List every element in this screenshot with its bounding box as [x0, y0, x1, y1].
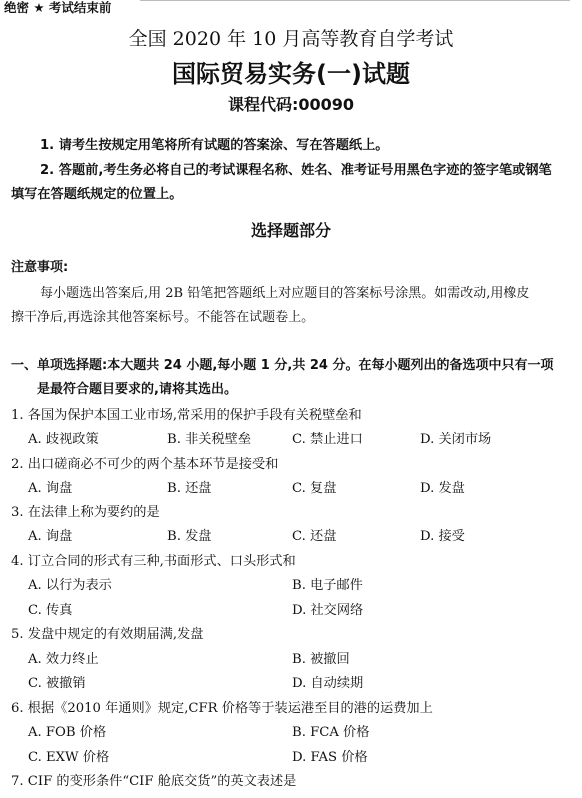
question-1-option-d: D. 关闭市场	[420, 432, 492, 447]
question-6-stem: 6. 根据《2010 年通则》规定,CFR 价格等于装运港至目的港的运费加上	[11, 701, 433, 716]
question-4-option-a: A. 以行为表示	[28, 578, 112, 593]
question-1-stem: 1. 各国为保护本国工业市场,常采用的保护手段有关税壁垒和	[11, 408, 362, 423]
question-1-option-c: C. 禁止进口	[292, 432, 363, 447]
question-4-option-b: B. 电子邮件	[292, 578, 363, 593]
question-6-option-d: D. FAS 价格	[292, 750, 368, 765]
part-one-heading-cont: 是最符合题目要求的,请将其选出。	[37, 382, 237, 397]
top-rule	[140, 0, 570, 1]
question-3-option-b: B. 发盘	[167, 529, 212, 544]
exam-title: 全国 2020 年 10 月高等教育自学考试	[128, 28, 454, 50]
question-4-option-d: D. 社交网络	[292, 603, 364, 618]
question-6-option-a: A. FOB 价格	[28, 725, 107, 740]
question-4-option-c: C. 传真	[28, 603, 73, 618]
question-6-option-c: C. EXW 价格	[28, 750, 110, 765]
notice-heading: 注意事项:	[11, 260, 69, 275]
question-2-option-c: C. 复盘	[292, 481, 337, 496]
question-3-option-c: C. 还盘	[292, 529, 337, 544]
notice-line-1: 每小题选出答案后,用 2B 铅笔把答题纸上对应题目的答案标号涂黑。如需改动,用橡皮	[40, 286, 530, 301]
section-title: 选择题部分	[250, 221, 331, 240]
question-6-option-b: B. FCA 价格	[292, 725, 370, 740]
question-3-stem: 3. 在法律上称为要约的是	[11, 505, 160, 520]
question-5-option-c: C. 被撤销	[28, 676, 86, 691]
question-7-stem: 7. CIF 的变形条件“CIF 舱底交货”的英文表述是	[11, 774, 297, 789]
confidential-label: 绝密 ★ 考试结束前	[4, 0, 112, 15]
subject-title: 国际贸易实务(一)试题	[172, 60, 410, 88]
course-code: 课程代码:00090	[227, 95, 355, 114]
question-5-option-b: B. 被撤回	[292, 652, 350, 667]
question-3-option-a: A. 询盘	[28, 529, 73, 544]
question-2-option-d: D. 发盘	[420, 481, 465, 496]
instruction-2: 2. 答题前,考生务必将自己的考试课程名称、姓名、准考证号用黑色字迹的签字笔或钢笔	[40, 163, 552, 178]
instruction-1: 1. 请考生按规定用笔将所有试题的答案涂、写在答题纸上。	[40, 138, 389, 153]
instruction-2-cont: 填写在答题纸规定的位置上。	[11, 187, 183, 202]
notice-line-2: 擦干净后,再选涂其他答案标号。不能答在试题卷上。	[11, 310, 315, 325]
question-2-option-a: A. 询盘	[28, 481, 73, 496]
question-1-option-a: A. 歧视政策	[28, 432, 99, 447]
question-5-option-d: D. 自动续期	[292, 676, 364, 691]
question-1-option-b: B. 非关税壁垒	[167, 432, 252, 447]
question-5-option-a: A. 效力终止	[28, 652, 99, 667]
question-4-stem: 4. 订立合同的形式有三种,书面形式、口头形式和	[11, 554, 296, 569]
question-2-stem: 2. 出口磋商必不可少的两个基本环节是接受和	[11, 457, 279, 472]
part-one-heading: 一、单项选择题:本大题共 24 小题,每小题 1 分,共 24 分。在每小题列出的备选项中只有一项	[11, 358, 554, 373]
question-5-stem: 5. 发盘中规定的有效期届满,发盘	[11, 627, 204, 642]
question-3-option-d: D. 接受	[420, 529, 465, 544]
question-2-option-b: B. 还盘	[167, 481, 212, 496]
